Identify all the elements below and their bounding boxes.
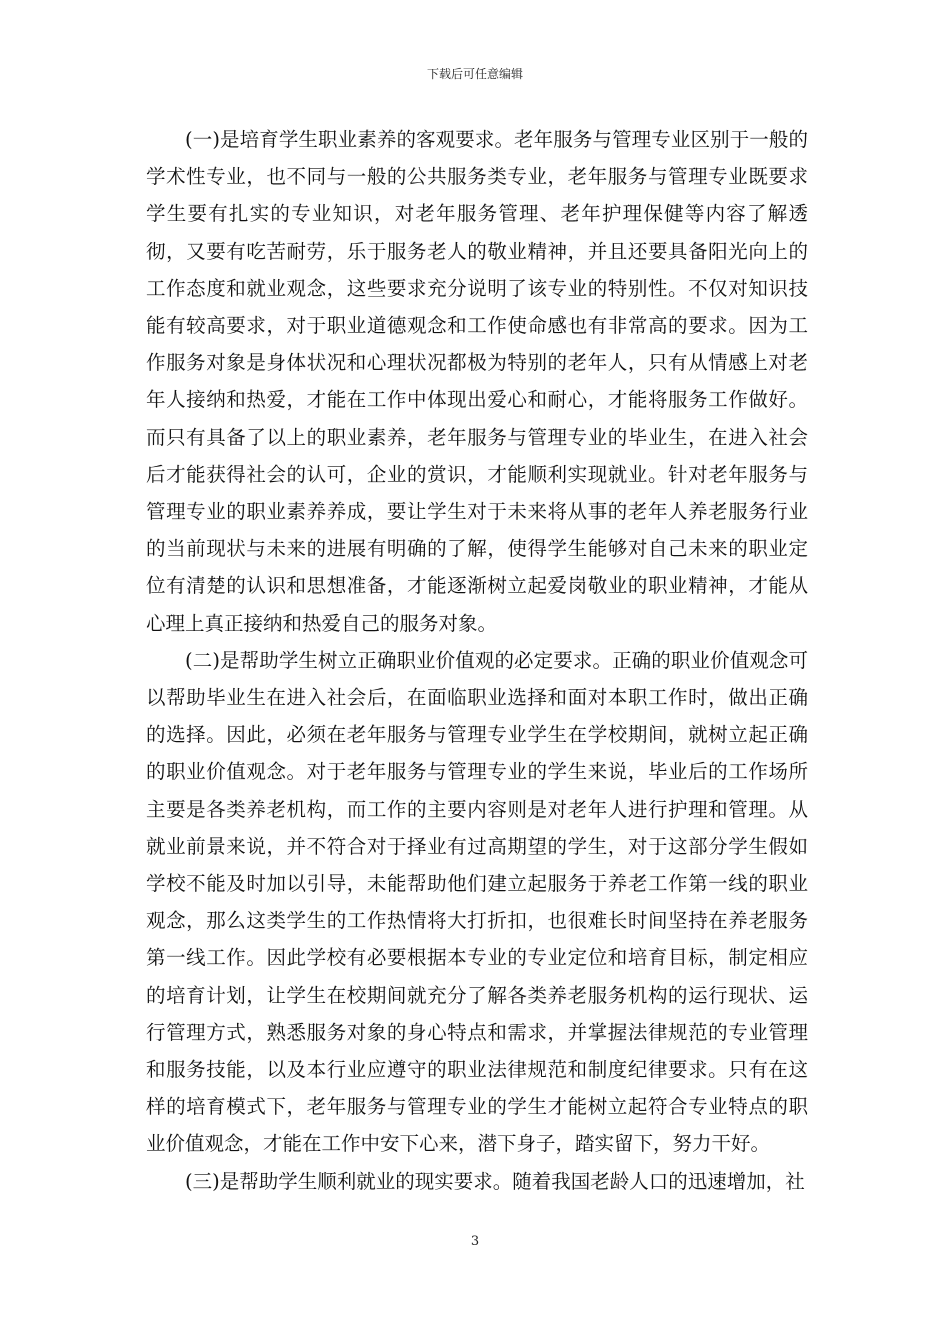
- document-body: [146, 121, 808, 1200]
- paragraph-2: (二)是帮助学生树立正确职业价值观的必定要求。正确的职业价值观念可以帮助毕业生在进入社会后，在面临职业选择和面对本职工作时，做出正确的选择。因此，必须在老年服务与管理专业学生在学校期间，就树立起正确的职业价值观念。对于老年服务与管理专业的学生来说，毕业后的工作场所主要是各类养老机构，而工作的主要内容则是对老年人进行护理和管理。从就业前景来说，并不符合对于择业有过高期望的学生，对于这部分学生假如学校不能及时加以引导，未能帮助他们建立起服务于养老工作第一线的职业观念，那么这类学生的工作热情将大打折扣，也很难长时间坚持在养老服务第一线工作。因此学校有必要根据本专业的专业定位和培育目标，制定相应的培育计划，让学生在校期间就充分了解各类养老服务机构的运行现状、运行管理方式，熟悉服务对象的身心特点和需求，并掌握法律规范的专业管理和服务技能，以及本行业应遵守的职业法律规范和制度纪律要求。只有在这样的培育模式下，老年服务与管理专业的学生才能树立起符合专业特点的职业价值观念，才能在工作中安下心来，潜下身子，踏实留下，努力干好。: [146, 648, 808, 1156]
- paragraph-3: (三)是帮助学生顺利就业的现实要求。随着我国老龄人口的迅速增加，社: [185, 1169, 805, 1193]
- paragraph-1: (一)是培育学生职业素养的客观要求。老年服务与管理专业区别于一般的学术性专业，也不同与一般的公共服务类专业，老年服务与管理专业既要求学生要有扎实的专业知识，对老年服务管理、老年护理保健等内容了解透彻，又要有吃苦耐劳，乐于服务老人的敬业精神，并且还要具备阳光向上的工作态度和就业观念，这些要求充分说明了该专业的特别性。不仅对知识技能有较高要求，对于职业道德观念和工作使命感也有非常高的要求。因为工作服务对象是身体状况和心理状况都极为特别的老年人，只有从情感上对老年人接纳和热爱，才能在工作中体现出爱心和耐心，才能将服务工作做好。而只有具备了以上的职业素养，老年服务与管理专业的毕业生，在进入社会后才能获得社会的认可，企业的赏识，才能顺利实现就业。针对老年服务与管理专业的职业素养养成，要让学生对于未来将从事的老年人养老服务行业的当前现状与未来的进展有明确的了解，使得学生能够对自己未来的职业定位有清楚的认识和思想准备，才能逐渐树立起爱岗敬业的职业精神，才能从心理上真正接纳和热爱自己的服务对象。: [146, 128, 808, 635]
- page-header: 下载后可任意编辑: [426, 67, 523, 81]
- page-number: 3: [470, 1234, 480, 1249]
